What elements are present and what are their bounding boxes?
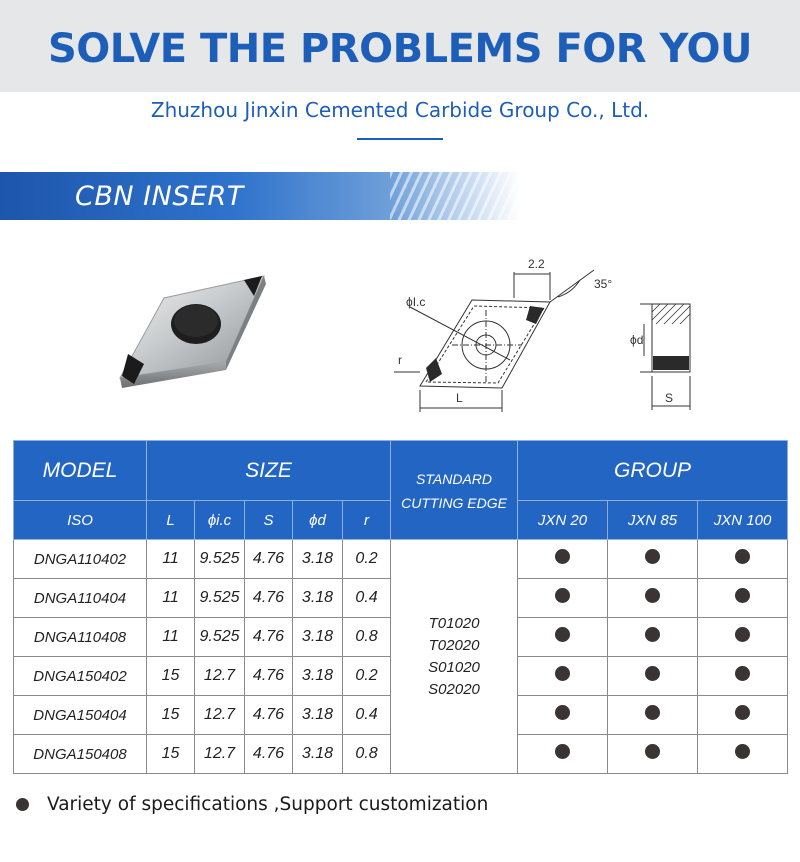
cell-model: DNGA150408 [14,735,147,774]
cbn-insert-photo [114,270,274,400]
available-dot-icon [645,705,660,720]
header-S: S [245,501,293,540]
cell-jxn85 [608,540,698,579]
bullet-icon [16,798,29,811]
cell-S: 4.76 [245,540,293,579]
available-dot-icon [735,744,750,759]
cell-S: 4.76 [245,735,293,774]
cell-L: 15 [147,735,195,774]
cell-L: 11 [147,618,195,657]
header-size: SIZE [147,441,391,501]
header-standard-cutting-edge [391,441,518,540]
cell-jxn20 [518,696,608,735]
cell-model: DNGA150404 [14,696,147,735]
header-group: GROUP [518,441,788,501]
insert-technical-drawing [390,250,700,420]
available-dot-icon [555,744,570,759]
cell-ic: 9.525 [195,579,245,618]
cell-cutting-edges [391,540,518,774]
available-dot-icon [735,705,750,720]
cell-model: DNGA110402 [14,540,147,579]
cell-jxn85 [608,618,698,657]
radius-label: r [398,353,402,367]
page-title: SOLVE THE PROBLEMS FOR YOU [47,26,753,72]
cell-jxn100 [698,618,788,657]
cutting-edge-item: S02020 [428,680,480,698]
available-dot-icon [555,666,570,681]
cell-model: DNGA110408 [14,618,147,657]
angle-label: 35° [594,277,613,291]
cell-r: 0.4 [343,696,391,735]
cell-jxn100 [698,735,788,774]
company-underline [357,138,443,140]
available-dot-icon [645,666,660,681]
cell-model: DNGA150402 [14,657,147,696]
header-standard-line2: CUTTING EDGE [401,495,507,511]
available-dot-icon [645,588,660,603]
cell-ic: 12.7 [195,735,245,774]
cell-d: 3.18 [293,618,343,657]
cutting-edge-item: S01020 [428,658,480,676]
banner-stripes [390,172,520,220]
available-dot-icon [735,588,750,603]
cell-d: 3.18 [293,579,343,618]
available-dot-icon [735,627,750,642]
available-dot-icon [735,549,750,564]
available-dot-icon [645,627,660,642]
cell-d: 3.18 [293,540,343,579]
cell-S: 4.76 [245,657,293,696]
cell-r: 0.8 [343,618,391,657]
cell-jxn100 [698,696,788,735]
cell-jxn100 [698,579,788,618]
cell-ic: 9.525 [195,618,245,657]
cell-d: 3.18 [293,735,343,774]
header-iso: ISO [14,501,147,540]
available-dot-icon [735,666,750,681]
cell-jxn85 [608,696,698,735]
hole-diameter-label: ϕd [630,333,644,347]
available-dot-icon [555,627,570,642]
header-model: MODEL [14,441,147,501]
table-row [14,540,788,579]
cell-r: 0.4 [343,579,391,618]
ic-label: ϕI.c [406,295,426,309]
cell-d: 3.18 [293,696,343,735]
cell-r: 0.2 [343,540,391,579]
cell-jxn85 [608,579,698,618]
cutting-edge-item: T02020 [428,636,480,654]
dim-2-2-label: 2.2 [528,257,545,271]
cell-S: 4.76 [245,618,293,657]
cell-jxn20 [518,618,608,657]
cell-L: 15 [147,657,195,696]
cell-ic: 12.7 [195,657,245,696]
cell-L: 11 [147,540,195,579]
spec-table [13,440,788,774]
cell-r: 0.2 [343,657,391,696]
length-label: L [456,391,463,405]
header-standard-line1: STANDARD [416,471,493,487]
header-jxn100: JXN 100 [698,501,788,540]
header-d: ϕd [293,501,343,540]
header-ic: ϕi.c [195,501,245,540]
cutting-edge-item: T01020 [428,614,480,632]
cell-jxn20 [518,735,608,774]
section-title: CBN INSERT [75,181,244,212]
header-L: L [147,501,195,540]
cell-jxn85 [608,735,698,774]
company-name: Zhuzhou Jinxin Cemented Carbide Group Co., Ltd. [150,98,650,122]
thickness-label: S [665,391,674,405]
available-dot-icon [555,588,570,603]
available-dot-icon [645,549,660,564]
cell-S: 4.76 [245,579,293,618]
section-banner [0,172,520,220]
cell-jxn85 [608,657,698,696]
cell-L: 11 [147,579,195,618]
header-jxn85: JXN 85 [608,501,698,540]
cell-ic: 9.525 [195,540,245,579]
available-dot-icon [645,744,660,759]
cell-r: 0.8 [343,735,391,774]
cell-jxn20 [518,579,608,618]
cell-L: 15 [147,696,195,735]
cell-ic: 12.7 [195,696,245,735]
header-jxn20: JXN 20 [518,501,608,540]
cell-S: 4.76 [245,696,293,735]
available-dot-icon [555,705,570,720]
cell-jxn20 [518,657,608,696]
feature-text: Variety of specifications ,Support customization [47,793,489,815]
cell-jxn20 [518,540,608,579]
feature-bullet [16,792,488,816]
cell-jxn100 [698,540,788,579]
header-r: r [343,501,391,540]
available-dot-icon [555,549,570,564]
cell-model: DNGA110404 [14,579,147,618]
cell-d: 3.18 [293,657,343,696]
cell-jxn100 [698,657,788,696]
